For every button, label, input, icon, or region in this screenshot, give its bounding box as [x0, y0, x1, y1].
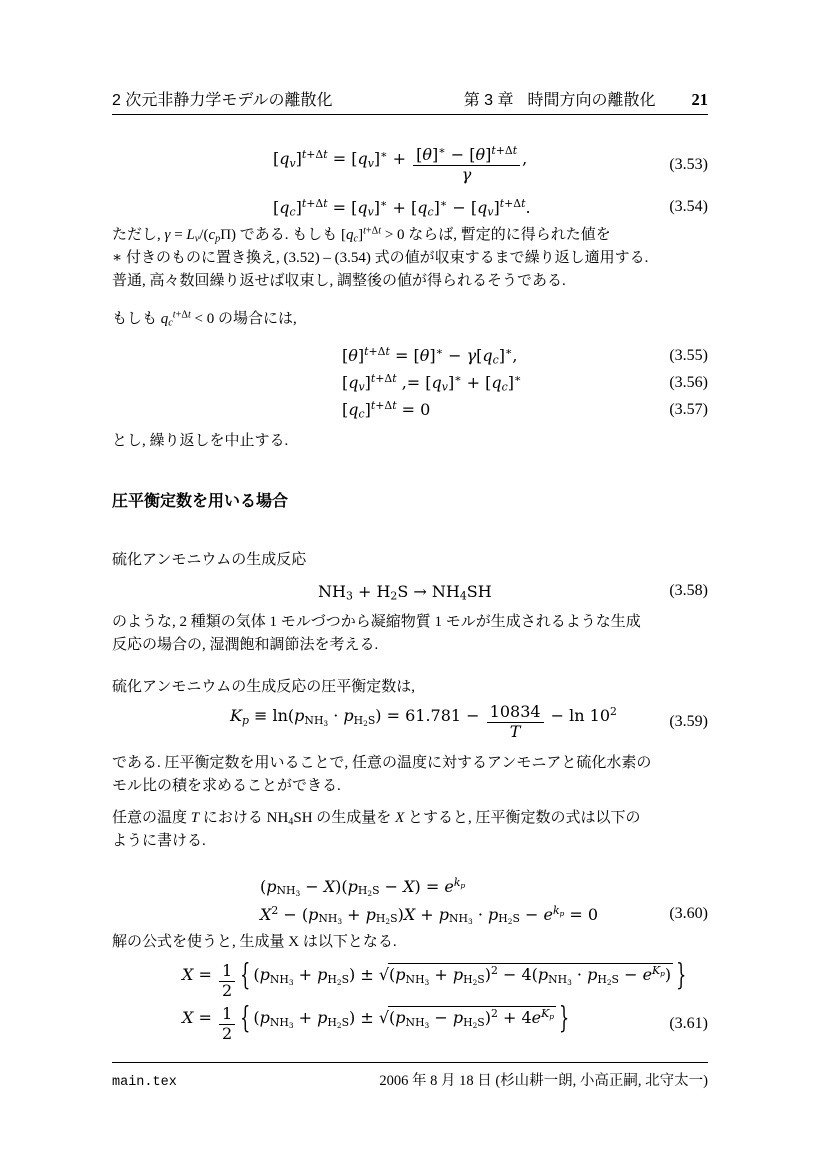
paragraph-production-amount: 任意の温度 T における NH4SH の生成量を X とすると, 圧平衡定数の式は以下の ように書ける.	[112, 810, 641, 849]
equation-360-line1: $(pNH3 - X)(pH2S - X) = e^{kp}$	[260, 875, 466, 899]
page-footer	[112, 1062, 708, 1090]
equation-number-359: (3.59)	[669, 713, 708, 730]
footer-date-authors: 2006 年 8 月 18 日 (杉山耕一朗, 小高正嗣, 北守太一)	[379, 1073, 708, 1089]
equation-group-360	[112, 872, 708, 928]
equation-row	[112, 900, 708, 928]
equation-359: Kp ≡ ln(pNH3 · pH2S) = 61.781 − $\frac{10834}{T}$ − $\ln 10^2$	[230, 702, 617, 741]
equation-group-361	[112, 958, 708, 1044]
equation-361-line2: X = $\frac{1}{2}$ { $(pNH3 + pH2S) \pm √(pNH3 - pH2S)^2 + 4e^{Kp}$ }	[182, 1000, 570, 1043]
equation-group-353-354	[112, 140, 708, 224]
equation-number-354: (3.54)	[669, 198, 708, 215]
equation-number-358: (3.58)	[669, 582, 708, 599]
equation-361-line1: X = $\frac{1}{2}$ { $(pNH3 + pH2S) \pm √(pNH3 + pH2S)^2 - 4(pNH3 \cdot pH2S - e^{Kp})$ }	[182, 957, 687, 1000]
paragraph-quadratic-formula: 解の公式を使うと, 生成量 X は以下となる.	[112, 934, 397, 950]
paragraph-ammonium-sulfide-reaction: 硫化アンモニウムの生成反応	[112, 552, 307, 568]
equation-356: [qv]$^{t+\Delta t}$ ,= [qv]∗ + [qc]∗	[342, 372, 522, 394]
equation-number-355: (3.55)	[669, 346, 708, 364]
paragraph-negative-qc-case: もしも $qc^{t+\Delta t} < 0$ の場合には,	[112, 309, 297, 329]
equation-group-355-357	[112, 342, 708, 423]
equation-row	[112, 958, 708, 1004]
header-chapter-label: 第 3 章	[463, 92, 514, 109]
equation-row	[112, 369, 708, 396]
page-number: 21	[691, 90, 708, 109]
equation-357: [qc]$^{t+\Delta t}$ = 0	[342, 399, 431, 421]
equation-row	[112, 872, 708, 900]
equation-row	[112, 578, 708, 604]
section-heading: 圧平衡定数を用いる場合	[112, 493, 289, 510]
equation-row	[112, 140, 708, 190]
equation-353: [qv]$^{t+\Delta t}$ = [qv]∗ + $\frac{[\theta]^∗ - [\theta]^{t+\Delta t}}{\gamma}$ ,	[273, 144, 528, 184]
equation-row	[112, 190, 708, 224]
equation-group-358	[112, 578, 708, 604]
paragraph-stop-iteration: とし, 繰り返しを中止する.	[112, 433, 289, 449]
equation-number-353: (3.53)	[669, 156, 708, 173]
equation-360-line2: $X^2 - (pNH3 + pH2S)X + pNH3 \cdot pH2S - e^{kp} = 0$	[260, 903, 599, 927]
equation-row	[112, 342, 708, 369]
equation-358: NH3 + H2S → NH4SH	[318, 581, 492, 603]
equation-row	[112, 698, 708, 746]
page-header	[112, 84, 708, 115]
paragraph-equilibrium-constant-use: である. 圧平衡定数を用いることで, 任意の温度に対するアンモニアと硫化水素の モル比の積を求めることができる.	[112, 755, 652, 794]
header-right	[464, 87, 708, 110]
equation-row	[112, 1000, 708, 1044]
paragraph-gamma-definition: ただし, γ = Lv/(cpΠ) である. もしも [qc]$^{t+\Delta t}$ > 0 ならば, 暫定的に得られた値を ∗ 付きのものに置き換え, (3.52) – (3.54) 式の値が収束するまで繰り返し適用する. 普通, 高々数回繰り返せば収束し, 調整後の値が得られるそうである.	[112, 225, 649, 289]
equation-354: [qc]$^{t+\Delta t}$ = [qv]∗ + [qc]∗ − [qv]$^{t+\Delta t}$.	[273, 196, 531, 219]
equation-number-357: (3.57)	[669, 400, 708, 418]
header-left-title: 2 次元非静力学モデルの離散化	[112, 92, 333, 109]
paragraph-reaction-description: のような, 2 種類の気体 1 モルづつから凝縮物質 1 モルが生成されるような生成 反応の場合の, 湿潤飽和調節法を考える.	[112, 614, 641, 653]
equation-number-361: (3.61)	[669, 1015, 708, 1032]
footer-filename: main.tex	[112, 1075, 177, 1090]
header-chapter-title: 時間方向の離散化	[527, 92, 656, 109]
equation-row	[112, 396, 708, 423]
paragraph-equilibrium-constant-intro: 硫化アンモニウムの生成反応の圧平衡定数は,	[112, 679, 416, 695]
equation-number-360: (3.60)	[669, 905, 708, 922]
equation-group-359	[112, 698, 708, 746]
equation-355: $[\theta]^{t+\Delta t} = [\theta]^∗ - \gamma[qc]^∗$,	[342, 345, 518, 367]
equation-number-356: (3.56)	[669, 373, 708, 391]
